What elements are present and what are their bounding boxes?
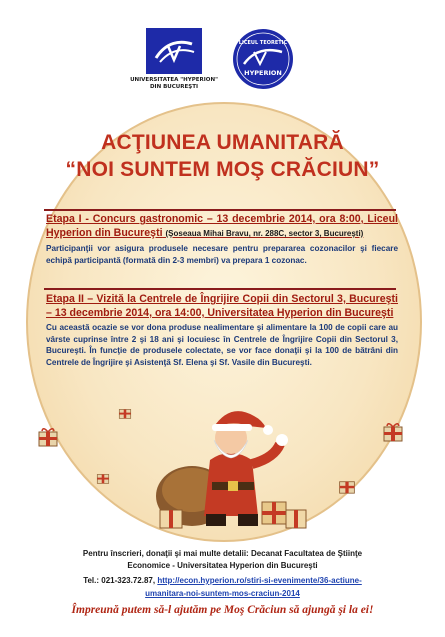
liceu-top-text: LICEUL TEORETIC xyxy=(238,40,288,46)
etapa1-heading: Etapa I - Concurs gastronomic – 13 decembrie 2014, ora 8:00, Liceul Hyperion din Bucureşti (Şoseaua Mihai Bravu, nr. 288C, sector 3, Bucureşti) xyxy=(46,213,398,239)
gift-icon xyxy=(338,476,356,494)
footer-line2: Economice - Universitatea Hyperion din Bucureşti xyxy=(127,561,318,570)
university-caption: UNIVERSITATEA "HYPERION" DIN BUCUREŞTI xyxy=(130,77,218,90)
etapa1-location: (Şoseaua Mihai Bravu, nr. 288C, sector 3, Bucureşti) xyxy=(165,229,364,238)
etapa2-body: Cu această ocazie se vor dona produse nealimentare şi alimentare la 100 de copii care au vârste cuprinse între 2 şi 18 ani şi locuiesc în Centrele de Îngrijire Copii din Sectorul 3, Bucureşti. În funcţie de produsele colectate, se vor face donaţii şi la 100 de bătrâni din Centrele de Îngrijire şi Asistenţă Sf. Elena şi Sf. Vasile din Bucureşti. xyxy=(46,323,398,367)
title-line2: “NOI SUNTEM MOŞ CRĂCIUN” xyxy=(65,158,380,181)
gift-icon xyxy=(382,420,404,442)
footer-link-continued xyxy=(0,589,445,598)
liceu-bottom-text: HYPERION xyxy=(244,69,282,77)
event-link[interactable]: http://econ.hyperion.ro/stiri-si-evenimente/36-actiune- xyxy=(157,576,362,585)
gift-icon xyxy=(118,405,132,419)
footer-contact xyxy=(0,576,445,585)
divider-middle xyxy=(44,288,396,290)
etapa1-body: Participanţii vor asigura produsele necesare pentru prepararea cozonacilor şi fiecare echipă participantă (formată din 2-3 membri) va prepara 1 cozonac. xyxy=(46,244,398,265)
title-line1: ACŢIUNEA UMANITARĂ xyxy=(101,131,344,154)
etapa2-block xyxy=(46,292,398,368)
liceu-logo xyxy=(232,28,294,90)
etapa2-heading: Etapa II – Vizită la Centrele de Îngrijire Copii din Sectorul 3, Bucureşti – 13 decembrie 2014, ora 14:00, Universitatea Hyperion din Bucureşti xyxy=(46,293,398,319)
etapa1-block xyxy=(46,212,398,266)
slogan: Împreună putem să-l ajutăm pe Moş Crăciun să ajungă şi la ei! xyxy=(71,604,374,616)
gift-icon xyxy=(96,470,110,484)
footer-phone: Tel.: 021-323.72.87, xyxy=(83,576,158,585)
gift-icon xyxy=(37,425,59,447)
footer-line1: Pentru înscrieri, donaţii şi mai multe detalii: Decanat Facultatea de Ştiinţe xyxy=(82,549,363,558)
university-logo xyxy=(128,28,220,91)
event-link-continued[interactable]: umanitara-noi-suntem-mos-craciun-2014 xyxy=(145,589,300,598)
divider-top xyxy=(44,209,396,211)
santa-claus-illustration xyxy=(150,398,310,538)
hyperion-swoosh-icon xyxy=(146,28,202,74)
